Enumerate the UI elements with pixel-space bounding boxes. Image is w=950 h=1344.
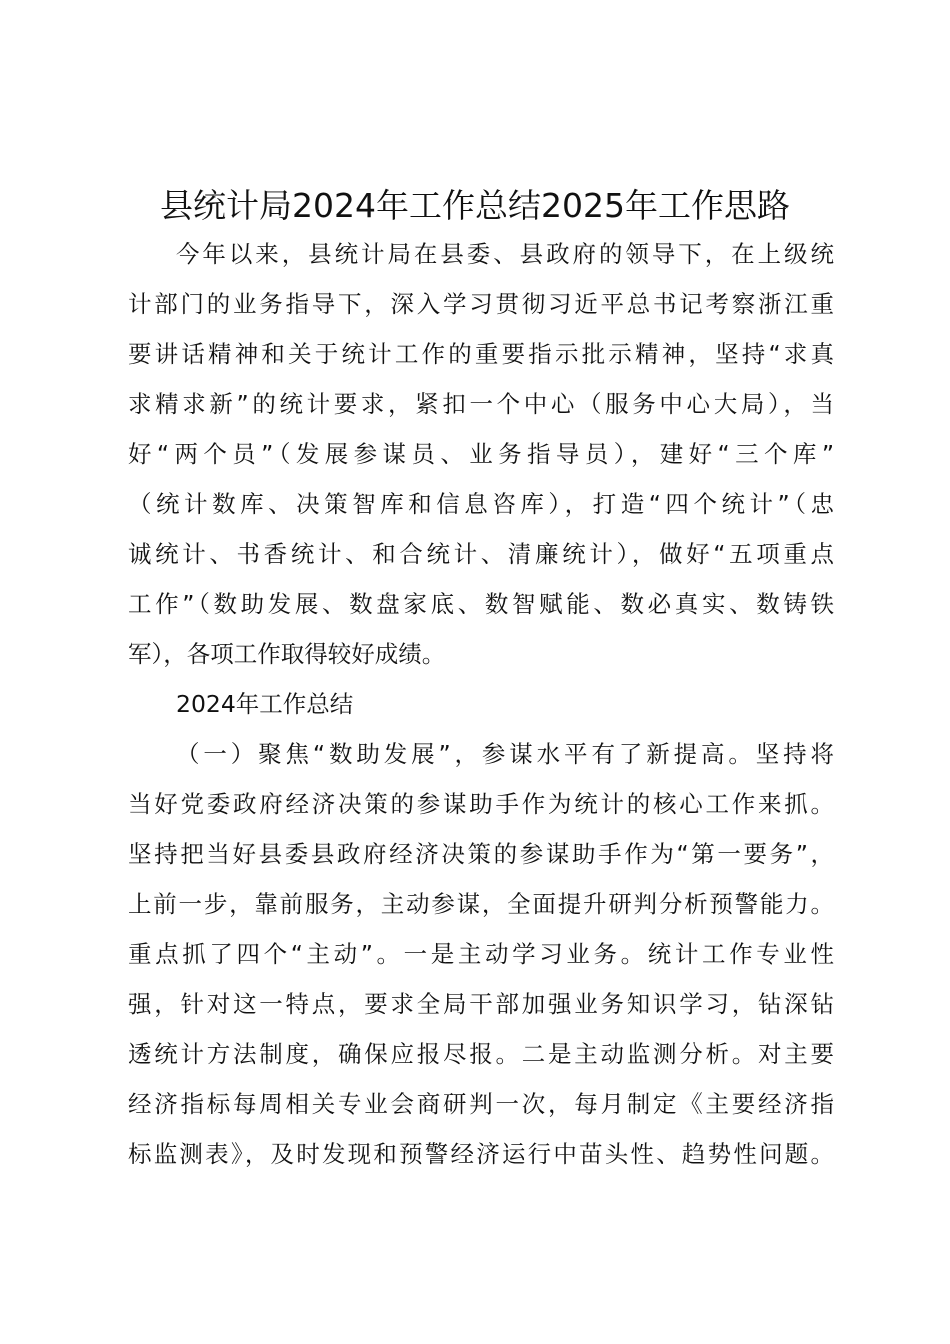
paragraph-line: 今年以来，县统计局在县委、县政府的领导下，在上级统 (176, 240, 834, 268)
paragraph-line: 上前一步，靠前服务，主动参谋，全面提升研判分析预警能力。 (128, 890, 834, 918)
paragraph-line: 重点抓了四个“主动”。一是主动学习业务。统计工作专业性 (128, 940, 834, 968)
section-heading: 2024年工作总结 (176, 690, 354, 718)
paragraph-line: 要讲话精神和关于统计工作的重要指示批示精神，坚持“求真 (128, 340, 834, 368)
paragraph-line: 当好党委政府经济决策的参谋助手作为统计的核心工作来抓。 (128, 790, 834, 818)
paragraph-line: 工作”（数助发展、数盘家底、数智赋能、数必真实、数铸铁 (128, 590, 834, 618)
paragraph-line: 坚持把当好县委县政府经济决策的参谋助手作为“第一要务”， (128, 840, 834, 868)
paragraph-line: 好“两个员”（发展参谋员、业务指导员），建好“三个库” (128, 440, 834, 468)
paragraph-line: （统计数库、决策智库和信息咨库），打造“四个统计”（忠 (128, 490, 834, 518)
paragraph-line: （一）聚焦“数助发展”，参谋水平有了新提高。坚持将 (176, 740, 834, 768)
paragraph-line: 经济指标每周相关专业会商研判一次，每月制定《主要经济指 (128, 1090, 834, 1118)
paragraph-line: 计部门的业务指导下，深入学习贯彻习近平总书记考察浙江重 (128, 290, 834, 318)
paragraph-line: 透统计方法制度，确保应报尽报。二是主动监测分析。对主要 (128, 1040, 834, 1068)
paragraph-line: 强，针对这一特点，要求全局干部加强业务知识学习，钻深钻 (128, 990, 834, 1018)
paragraph-line: 求精求新”的统计要求，紧扣一个中心（服务中心大局），当 (128, 390, 834, 418)
paragraph-line: 标监测表》，及时发现和预警经济运行中苗头性、趋势性问题。 (128, 1140, 834, 1168)
paragraph-line: 军），各项工作取得较好成绩。 (128, 640, 446, 668)
paragraph-line: 诚统计、书香统计、和合统计、清廉统计），做好“五项重点 (128, 540, 834, 568)
document-title: 县统计局2024年工作总结2025年工作思路 (160, 186, 790, 225)
